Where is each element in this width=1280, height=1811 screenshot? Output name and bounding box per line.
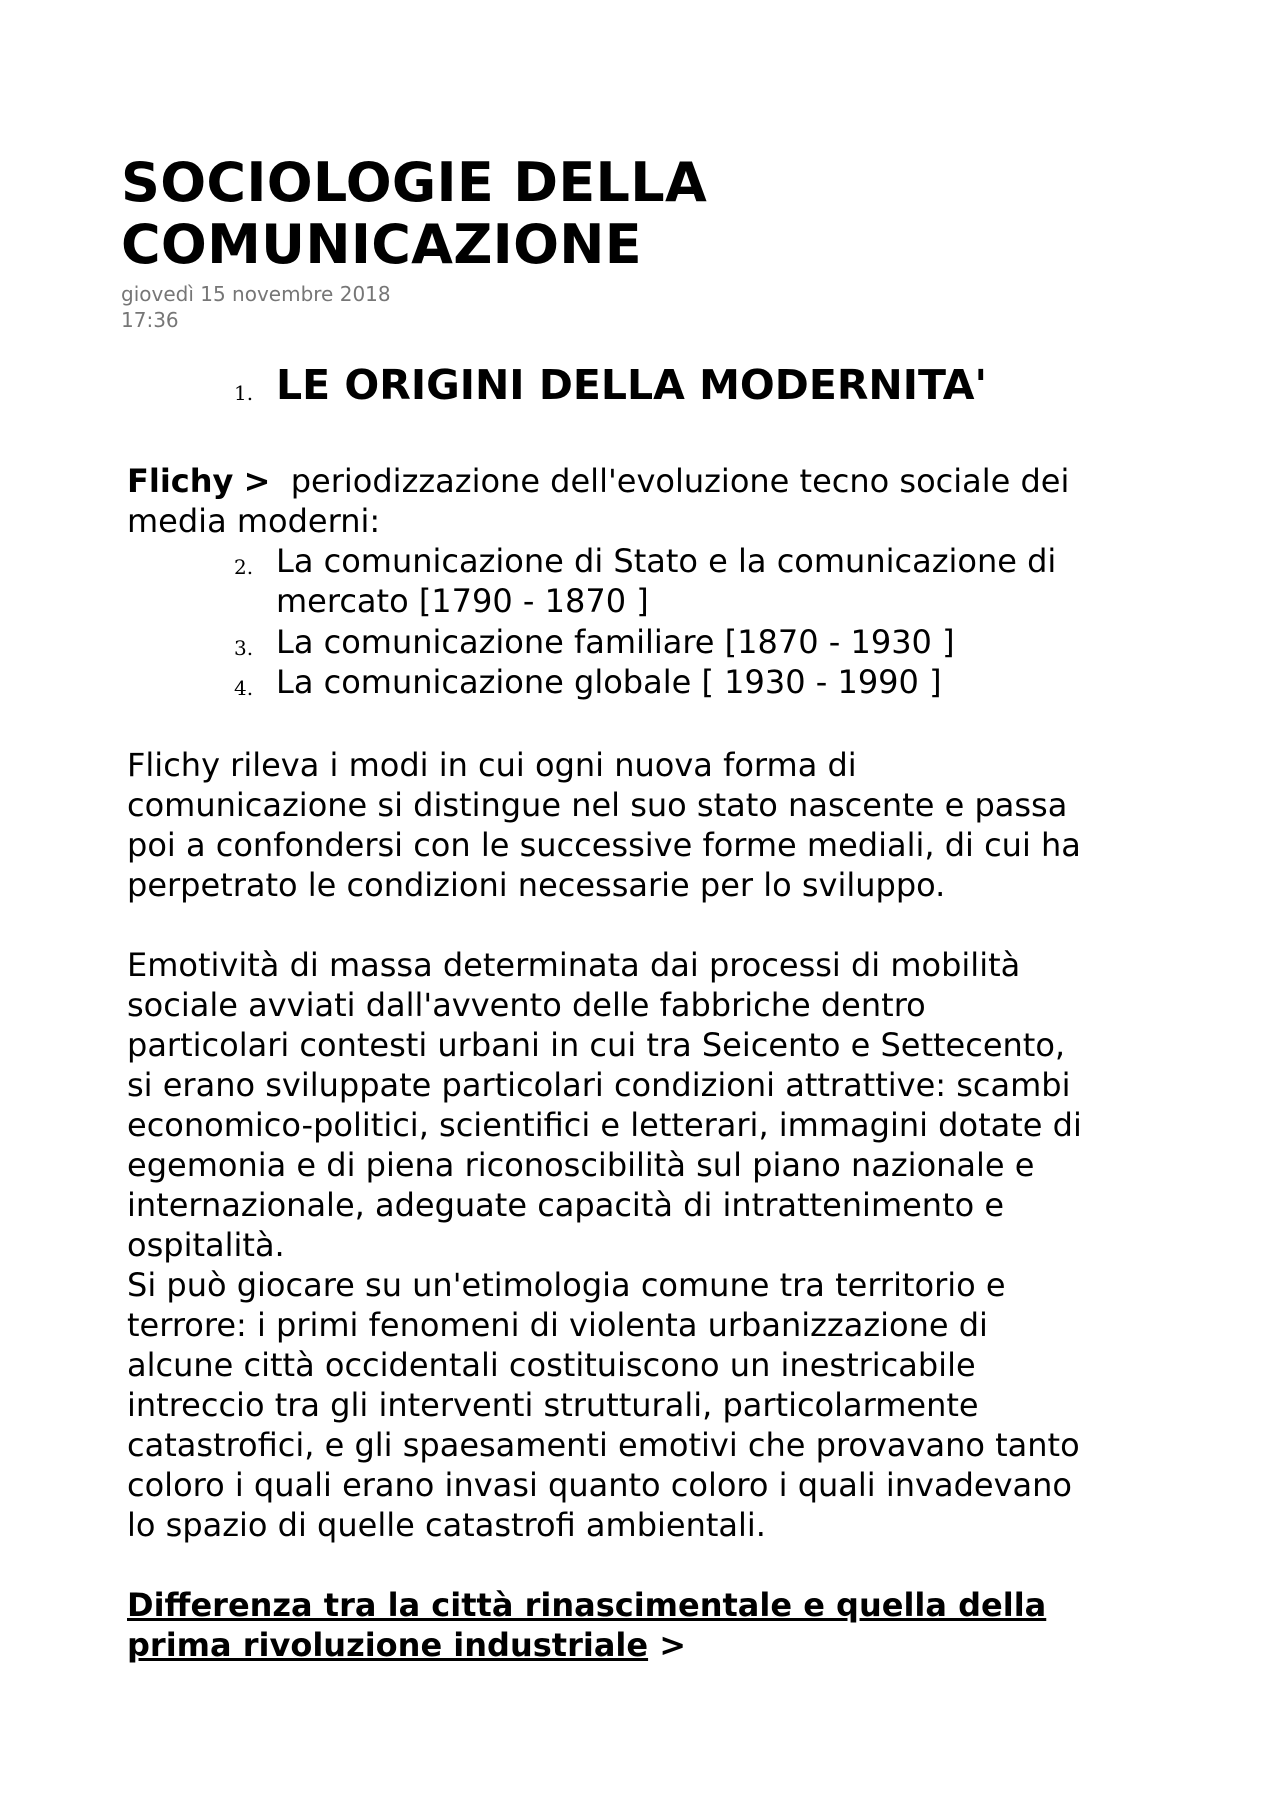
note-time: 17:36 (121, 308, 179, 332)
note-date: giovedì 15 novembre 2018 (121, 282, 391, 306)
paragraph-line: Emotività di massa determinata dai processi di mobilità (127, 946, 1021, 984)
arrow-symbol: > (648, 1626, 687, 1664)
list-item-text: La comunicazione di Stato e la comunicazione di (276, 542, 1057, 580)
paragraph-line: egemonia e di piena riconoscibilità sul piano nazionale e (127, 1146, 1035, 1184)
paragraph-line: Flichy rileva i modi in cui ogni nuova forma di (127, 746, 857, 784)
list-number: 4. (234, 676, 254, 700)
list-item (276, 541, 1156, 621)
paragraph-line: terrore: i primi fenomeni di violenta urbanizzazione di (127, 1306, 988, 1344)
page-title-line-2: COMUNICAZIONE (121, 213, 642, 276)
paragraph-line: poi a confondersi con le successive forme mediali, di cui ha (127, 826, 1081, 864)
intro-text-line-1: periodizzazione dell'evoluzione tecno sociale dei (290, 462, 1070, 500)
paragraph-line: internazionale, adeguate capacità di intrattenimento e (127, 1186, 1005, 1224)
page-title-line-1: SOCIOLOGIE DELLA (121, 151, 708, 214)
paragraph-line: sociale avviati dall'avvento delle fabbriche dentro (127, 986, 926, 1024)
author-name: Flichy (127, 462, 234, 500)
paragraph-line: lo spazio di quelle catastrofi ambientali. (127, 1506, 766, 1544)
subheading (127, 1585, 1177, 1665)
subheading-line-1: Differenza tra la città rinascimentale e quella della (127, 1586, 1047, 1624)
list-item-text: mercato [1790 - 1870 ] (276, 582, 649, 620)
section-heading: LE ORIGINI DELLA MODERNITA' (276, 361, 988, 409)
paragraph-line: coloro i quali erano invasi quanto coloro i quali invadevano (127, 1466, 1072, 1504)
intro-paragraph (127, 461, 1177, 541)
paragraph-line: perpetrato le condizioni necessarie per lo sviluppo. (127, 866, 946, 904)
paragraph-line: particolari contesti urbani in cui tra Seicento e Settecento, (127, 1026, 1066, 1064)
paragraph-line: alcune città occidentali costituiscono un inestricabile (127, 1346, 976, 1384)
subheading-line-2: prima rivoluzione industriale (127, 1626, 649, 1664)
page-title (121, 152, 707, 276)
paragraph-line: ospitalità. (127, 1226, 285, 1264)
arrow-symbol: > (243, 462, 271, 500)
paragraph-line: intreccio tra gli interventi strutturali, particolarmente (127, 1386, 979, 1424)
paragraph-line: catastrofici, e gli spaesamenti emotivi che provavano tanto (127, 1426, 1080, 1464)
paragraph (127, 745, 1177, 905)
paragraph-line: Si può giocare su un'etimologia comune tra territorio e (127, 1266, 1006, 1304)
list-item (276, 622, 1156, 662)
list-item-text: La comunicazione globale [ 1930 - 1990 ] (276, 663, 942, 701)
list-number: 3. (234, 636, 254, 660)
paragraph-line: comunicazione si distingue nel suo stato nascente e passa (127, 786, 1068, 824)
paragraph-line: si erano sviluppate particolari condizioni attrattive: scambi (127, 1066, 1071, 1104)
intro-text-line-2: media moderni: (127, 502, 381, 540)
paragraph-line: economico-politici, scientifici e letterari, immagini dotate di (127, 1106, 1082, 1144)
list-item (276, 662, 1156, 702)
list-number: 2. (234, 555, 254, 579)
list-number: 1. (234, 381, 254, 405)
paragraph (127, 945, 1177, 1545)
list-item-text: La comunicazione familiare [1870 - 1930 ] (276, 623, 955, 661)
